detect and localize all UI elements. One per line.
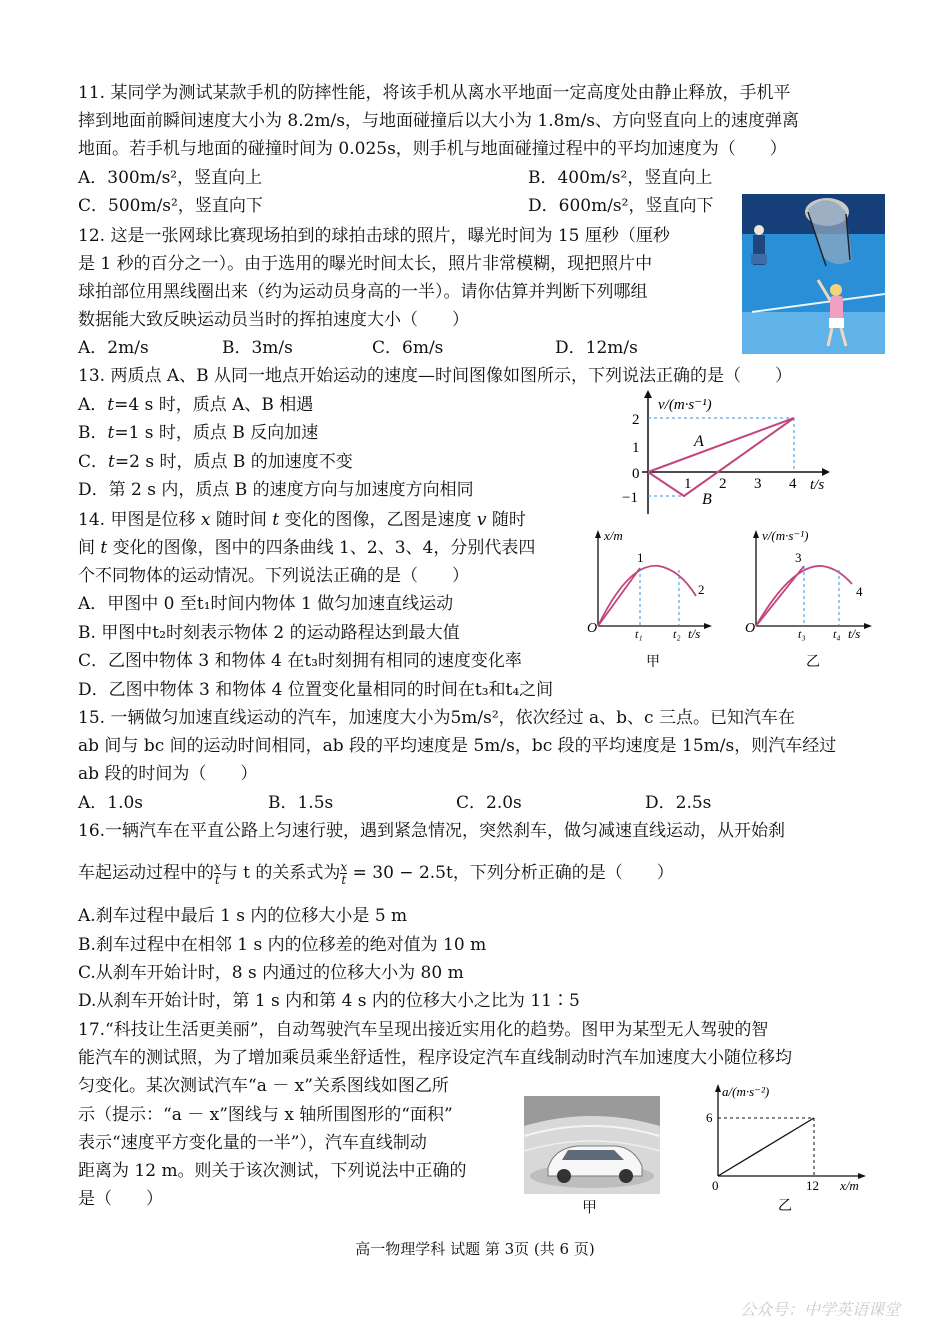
q14-line1: 14. 甲图是位移 x 随时间 t 变化的图像，乙图是速度 v 随时 [78,510,526,530]
svg-text:v/(m·s⁻¹): v/(m·s⁻¹) [762,528,809,543]
svg-text:t₄: t₄ [833,627,841,641]
svg-text:1: 1 [637,550,644,565]
svg-text:1: 1 [684,476,692,492]
car-photo-caption: 甲 [582,1198,598,1216]
q16-option-c: C.从刹车开始计时，8 s 内通过的位移大小为 80 m [78,963,464,983]
q16-option-a: A.刹车过程中最后 1 s 内的位移大小是 5 m [78,906,408,926]
svg-text:4: 4 [789,476,797,492]
q17-ax-graph [702,1080,877,1215]
q12-line3: 球拍部位用黑线圈出来（约为运动员身高的一半）。请你估算并判断下列哪组 [78,282,648,302]
q11-option-d: D．600m/s²，竖直向下 [528,196,714,216]
q17-line2: 能汽车的测试照，为了增加乘员乘坐舒适性，程序设定汽车直线制动时汽车加速度大小随位移均 [78,1048,792,1068]
q15-option-d: D．2.5s [645,793,712,813]
svg-text:3: 3 [795,550,802,565]
q11-option-c: C．500m/s²，竖直向下 [78,196,263,216]
svg-text:a/(m·s⁻²): a/(m·s⁻²) [722,1084,770,1099]
svg-text:4: 4 [856,584,863,599]
svg-text:x/m: x/m [840,1178,859,1193]
q14-option-b: B. 甲图中t₂时刻表示物体 2 的运动路程达到最大值 [78,623,460,643]
svg-text:甲: 甲 [646,655,660,670]
svg-text:−1: −1 [622,490,638,506]
q13-option-a: A．t=4 s 时，质点 A、B 相遇 [78,395,314,415]
q11-option-a: A．300m/s²，竖直向上 [78,168,263,188]
svg-text:3: 3 [754,476,762,492]
svg-text:t/s: t/s [848,626,861,641]
q16-line2: 车起运动过程中的 $\frac{x}{t}$ 与 t 的关系式为 $\frac{x}{t}$ = 30 − 2.5t，下列分析正确的是（ ） [78,860,674,887]
svg-text:O: O [587,621,598,636]
q17-line6: 距离为 12 m。则关于该次测试，下列说法中正确的 [78,1161,467,1181]
svg-text:2: 2 [719,476,727,492]
q11-line1: 11. 某同学为测试某款手机的防摔性能，将该手机从离水平地面一定高度处由静止释放，手机平 [78,83,791,103]
page-footer: 高一物理学科 试题 第 3页 (共 6 页) [355,1240,595,1258]
q17-line7: 是（ ） [78,1189,163,1209]
svg-text:0: 0 [632,466,640,482]
q16-line1: 16.一辆汽车在平直公路上匀速行驶，遇到紧急情况，突然刹车，做匀减速直线运动，从开始刹 [78,821,786,841]
svg-text:t₃: t₃ [798,627,806,641]
q11-line2: 摔到地面前瞬间速度大小为 8.2m/s，与地面碰撞后以大小为 1.8m/s、方向竖直向上的速度弹离 [78,111,800,131]
q12-line2: 是 1 秒的百分之一）。由于选用的曝光时间太长，照片非常模糊，现把照片中 [78,254,653,274]
q12-line1: 12. 这是一张网球比赛现场拍到的球拍击球的照片，曝光时间为 15 厘秒（厘秒 [78,226,670,246]
svg-text:O: O [745,621,756,636]
svg-text:A: A [694,433,704,450]
q14-line3: 个不同物体的运动情况。下列说法正确的是（ ） [78,566,469,586]
q13-vt-graph [618,386,840,521]
q11-option-b: B．400m/s²，竖直向上 [528,168,713,188]
svg-text:t₁: t₁ [635,627,643,641]
q14-option-c: C．乙图中物体 3 和物体 4 在t₃时刻拥有相同的速度变化率 [78,651,522,671]
q17-line3: 匀变化。某次测试汽车“a － x”关系图线如图乙所 [78,1076,449,1096]
q14-line2: 间 t 变化的图像，图中的四条曲线 1、2、3、4，分别代表四 [78,538,536,558]
q15-line3: ab 段的时间为（ ） [78,764,258,784]
q15-option-c: C．2.0s [456,793,522,813]
q15-line1: 15. 一辆做匀加速直线运动的汽车，加速度大小为5m/s²，依次经过 a、b、c 三点。已知汽车在 [78,708,795,728]
svg-text:乙: 乙 [778,1199,792,1214]
q15-option-a: A．1.0s [78,793,144,813]
q15-line2: ab 间与 bc 间的运动时间相同，ab 段的平均速度是 5m/s，bc 段的平均速度是 15m/s，则汽车经过 [78,736,837,756]
svg-text:t₂: t₂ [673,627,681,641]
tennis-photo [742,194,885,354]
svg-text:2: 2 [632,412,640,428]
svg-text:0: 0 [712,1178,719,1193]
q13-option-b: B．t=1 s 时，质点 B 反向加速 [78,423,319,443]
q13-option-c: C．t=2 s 时，质点 B 的加速度不变 [78,452,353,472]
q15-option-b: B．1.5s [268,793,334,813]
q16-option-d: D.从刹车开始计时，第 1 s 内和第 4 s 内的位移大小之比为 11∶5 [78,991,580,1011]
svg-text:12: 12 [806,1178,819,1193]
q17-line1: 17.“科技让生活更美丽”，自动驾驶汽车呈现出接近实用化的趋势。图甲为某型无人驾驶的智 [78,1020,769,1040]
q12-option-d: D．12m/s [555,338,638,358]
q12-option-b: B．3m/s [222,338,293,358]
q14-option-d: D．乙图中物体 3 和物体 4 位置变化量相同的时间在t₃和t₄之间 [78,680,554,700]
q13-option-d: D．第 2 s 内，质点 B 的速度方向与加速度方向相同 [78,480,474,500]
svg-text:2: 2 [698,582,705,597]
svg-text:v/(m·s⁻¹): v/(m·s⁻¹) [658,397,712,413]
svg-text:乙: 乙 [806,655,820,670]
q17-line4: 示（提示：“a － x”图线与 x 轴所围图形的“面积” [78,1105,453,1125]
q12-option-a: A．2m/s [78,338,149,358]
svg-text:B: B [702,491,712,508]
watermark: 公众号：中学英语课堂 [739,1300,900,1319]
svg-text:x/m: x/m [604,528,623,543]
svg-text:6: 6 [706,1110,713,1125]
svg-text:1: 1 [632,440,640,456]
svg-text:t/s: t/s [810,477,825,493]
q12-line4: 数据能大致反映运动员当时的挥拍速度大小（ ） [78,310,469,330]
q16-option-b: B.刹车过程中在相邻 1 s 内的位移差的绝对值为 10 m [78,935,487,955]
q17-line5: 表示“速度平方变化量的一半”），汽车直线制动 [78,1133,427,1153]
q14-graph-jia [584,526,724,674]
q14-option-a: A．甲图中 0 至t₁时间内物体 1 做匀加速直线运动 [78,594,454,614]
q12-option-c: C．6m/s [372,338,444,358]
car-photo [524,1096,660,1194]
svg-text:t/s: t/s [688,626,701,641]
q13-line1: 13. 两质点 A、B 从同一地点开始运动的速度—时间图像如图所示，下列说法正确的是（ ） [78,366,793,386]
q11-line3: 地面。若手机与地面的碰撞时间为 0.025s，则手机与地面碰撞过程中的平均加速度为（ ） [78,139,787,159]
q14-graph-yi [742,526,892,674]
